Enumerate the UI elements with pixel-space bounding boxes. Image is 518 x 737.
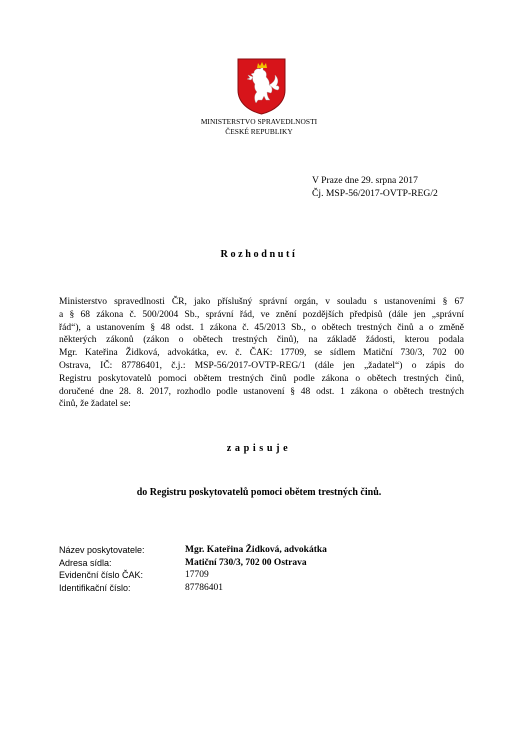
reference-number: Čj. MSP-56/2017-OVTP-REG/2 xyxy=(312,188,438,199)
detail-value: 17709 xyxy=(185,570,209,581)
body-line: Registru poskytovatelů pomoci obětem trestných činů podle zákona o obětech trestných činů, xyxy=(59,373,464,384)
detail-row xyxy=(59,557,327,570)
document-date: V Praze dne 29. srpna 2017 xyxy=(312,175,418,186)
detail-label: Adresa sídla: xyxy=(59,557,112,568)
ministry-line-1: MINISTERSTVO SPRAVEDLNOSTI xyxy=(200,117,318,126)
body-line: a § 68 zákona č. 500/2004 Sb., správní řád, ve znění pozdějších předpisů (dále jen „správní xyxy=(59,309,464,320)
detail-label: Evidenční číslo ČAK: xyxy=(59,570,144,581)
detail-value: Matiční 730/3, 702 00 Ostrava xyxy=(185,557,307,568)
detail-label: Identifikační číslo: xyxy=(59,582,131,593)
provider-details xyxy=(59,544,327,594)
body-line: Ministerstvo spravedlnosti ČR, jako příslušný správní orgán, v souladu s ustanoveními § 67 xyxy=(59,297,464,307)
date-reference-block xyxy=(312,174,438,200)
ministry-line-2: ČESKÉ REPUBLIKY xyxy=(225,126,293,136)
body-line: činů, že žadatel se: xyxy=(59,399,131,410)
body-line: Mgr. Kateřina Židková, advokátka, ev. č. ČAK: 17709, se sídlem Matiční 730/3, 702 00 xyxy=(59,348,464,359)
detail-label: Název poskytovatele: xyxy=(59,545,145,555)
detail-value: Mgr. Kateřina Židková, advokátka xyxy=(185,545,327,555)
document-title: Rozhodnutí xyxy=(220,249,298,260)
decision-word: zapisuje xyxy=(226,443,292,454)
detail-row xyxy=(59,544,327,557)
detail-row xyxy=(59,582,327,595)
detail-value: 87786401 xyxy=(185,582,223,593)
ministry-name xyxy=(190,117,328,136)
czech-coat-of-arms-icon xyxy=(236,57,287,115)
body-line: Ostrava, IČ: 87786401, č.j.: MSP-56/2017-OVTP-REG/1 (dále jen „žadatel“) o zápis do xyxy=(59,360,464,371)
body-line: řád“), a ustanovením § 48 odst. 1 zákona č. 45/2013 Sb., o obětech trestných činů a o změně xyxy=(59,322,464,333)
body-line: některých zákonů (zákon o obětech trestných činů), na základě žádosti, kterou podala xyxy=(59,335,464,346)
decision-body xyxy=(59,296,464,411)
registry-line: do Registru poskytovatelů pomoci obětem trestných činů. xyxy=(136,487,382,498)
body-line: doručené dne 28. 8. 2017, rozhodlo podle ustanovení § 48 odst. 1 zákona o obětech trestných xyxy=(59,386,464,397)
detail-row xyxy=(59,569,327,582)
